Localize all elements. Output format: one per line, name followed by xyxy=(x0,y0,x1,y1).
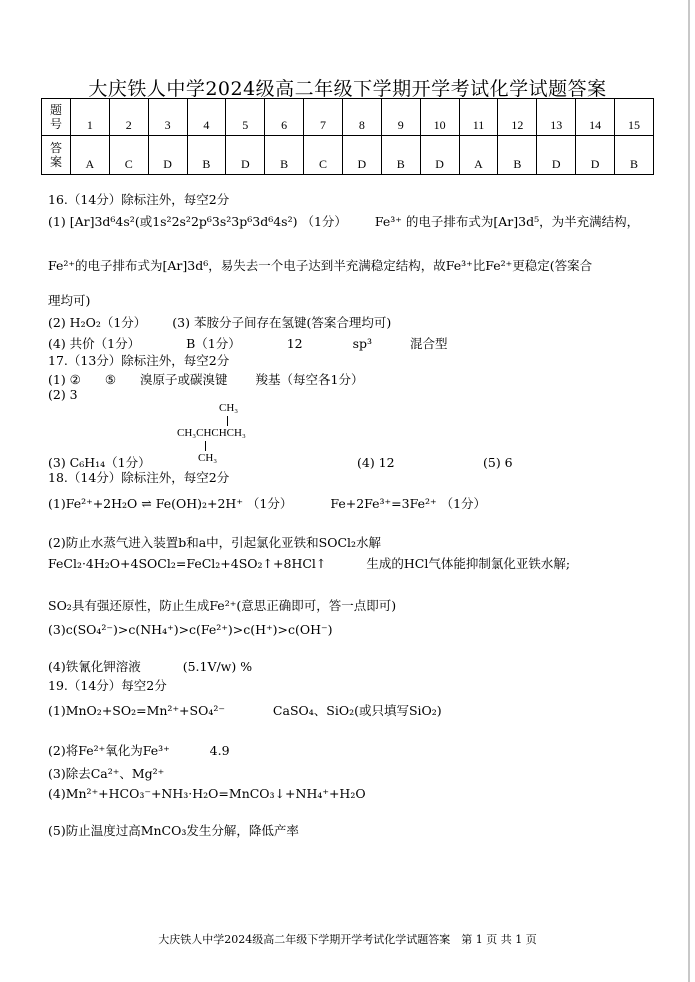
q19-part1: (1)MnO₂+SO₂=Mn²⁺+SO₄²⁻ CaSO₄、SiO₂(或只填写SiO₂) xyxy=(48,703,442,718)
table-cell: D xyxy=(342,136,381,175)
q18-heading: 18.（14分）除标注外，每空2分 xyxy=(48,470,230,485)
q18-part3: (3)c(SO₄²⁻)>c(NH₄⁺)>c(Fe²⁺)>c(H⁺)>c(OH⁻) xyxy=(48,622,333,637)
table-cell: 8 xyxy=(342,99,381,136)
q16-heading: 16.（14分）除标注外，每空2分 xyxy=(48,192,230,207)
q16-part1-line1: (1) [Ar]3d⁶4s²(或1s²2s²2p⁶3s²3p⁶3d⁶4s²) （1分） Fe³⁺ 的电子排布式为[Ar]3d⁵，为半充满结构， xyxy=(48,214,640,229)
q16-part2-3: (2) H₂O₂（1分） (3) 苯胺分子间存在氢键(答案合理均可) xyxy=(48,315,392,330)
page-footer: 大庆铁人中学2024级高二年级下学期开学考试化学试题答案 第 1 页 共 1 页 xyxy=(158,933,537,946)
q16-part1-line2: Fe²⁺的电子排布式为[Ar]3d⁶，易失去一个电子达到半充满稳定结构，故Fe³⁺比Fe²⁺更稳定(答案合 xyxy=(48,258,593,273)
q17-part5: (5) 6 xyxy=(483,455,513,470)
table-cell: 10 xyxy=(420,99,459,136)
table-cell: A xyxy=(70,136,109,175)
q17-part1: (1) ② ⑤ 溴原子或碳溴键 羧基（每空各1分） xyxy=(48,372,364,387)
table-cell: D xyxy=(576,136,615,175)
structure-bottom-methyl: CH₃ xyxy=(198,452,218,464)
table-cell: 2 xyxy=(109,99,148,136)
table-cell: 15 xyxy=(615,99,654,136)
table-cell: 5 xyxy=(226,99,265,136)
q17-part3: (3) C₆H₁₄（1分） xyxy=(48,455,151,470)
structure-bond-bottom xyxy=(205,441,206,451)
q17-heading: 17.（13分）除标注外，每空2分 xyxy=(48,353,230,368)
answer-table xyxy=(41,98,654,175)
q17-part4: (4) 12 xyxy=(357,455,395,470)
q18-part4: (4)铁氰化钾溶液 (5.1V/w) % xyxy=(48,659,253,674)
table-cell: 11 xyxy=(459,99,498,136)
table-cell: 1 xyxy=(70,99,109,136)
table-cell: D xyxy=(420,136,459,175)
page-edge xyxy=(688,0,690,982)
q19-part5: (5)防止温度过高MnCO₃发生分解，降低产率 xyxy=(48,823,299,838)
table-cell: 9 xyxy=(381,99,420,136)
q16-part4: (4) 共价（1分） B（1分） 12 sp³ 混合型 xyxy=(48,336,448,351)
table-cell: 12 xyxy=(498,99,537,136)
q19-part4: (4)Mn²⁺+HCO₃⁻+NH₃·H₂O=MnCO₃↓+NH₄⁺+H₂O xyxy=(48,786,366,801)
q19-part3: (3)除去Ca²⁺、Mg²⁺ xyxy=(48,766,165,781)
table-cell: B xyxy=(498,136,537,175)
q19-heading: 19.（14分）每空2分 xyxy=(48,678,167,693)
structure-main-chain: CH₃CHCHCH₃ xyxy=(177,427,246,439)
q16-part1-line3: 理均可) xyxy=(48,293,91,308)
table-cell: 7 xyxy=(304,99,343,136)
table-header-answer: 答案 xyxy=(42,136,71,175)
table-cell: 6 xyxy=(265,99,304,136)
table-cell: D xyxy=(226,136,265,175)
q17-part2: (2) 3 xyxy=(48,387,78,402)
q19-part2: (2)将Fe²⁺氧化为Fe³⁺ 4.9 xyxy=(48,743,230,758)
structure-bond-top xyxy=(227,416,228,426)
structure-top-methyl: CH₃ xyxy=(219,402,239,414)
table-cell: 13 xyxy=(537,99,576,136)
table-row-numbers xyxy=(42,99,654,136)
q18-part2-line2: FeCl₂·4H₂O+4SOCl₂=FeCl₂+4SO₂↑+8HCl↑ 生成的HCl气体能抑制氯化亚铁水解; xyxy=(48,556,571,571)
table-cell: B xyxy=(187,136,226,175)
q18-part2-line3: SO₂具有强还原性，防止生成Fe²⁺(意思正确即可，答一点即可) xyxy=(48,598,397,613)
page-title: 大庆铁人中学2024级高二年级下学期开学考试化学试题答案 xyxy=(88,78,607,100)
table-row-answers xyxy=(42,136,654,175)
table-cell: 14 xyxy=(576,99,615,136)
table-cell: D xyxy=(148,136,187,175)
table-cell: B xyxy=(381,136,420,175)
electron-config: [Ar]3d⁶4s² xyxy=(69,214,135,229)
table-cell: 4 xyxy=(187,99,226,136)
table-cell: B xyxy=(265,136,304,175)
table-cell: A xyxy=(459,136,498,175)
table-header-number: 题号 xyxy=(42,99,71,136)
q18-part1: (1)Fe²⁺+2H₂O ⇌ Fe(OH)₂+2H⁺ （1分） Fe+2Fe³⁺=3Fe²⁺ （1分） xyxy=(48,496,487,511)
table-cell: 3 xyxy=(148,99,187,136)
table-cell: D xyxy=(537,136,576,175)
table-cell: C xyxy=(304,136,343,175)
table-cell: B xyxy=(615,136,654,175)
q18-part2-line1: (2)防止水蒸气进入装置b和a中，引起氯化亚铁和SOCl₂水解 xyxy=(48,535,382,550)
table-cell: C xyxy=(109,136,148,175)
